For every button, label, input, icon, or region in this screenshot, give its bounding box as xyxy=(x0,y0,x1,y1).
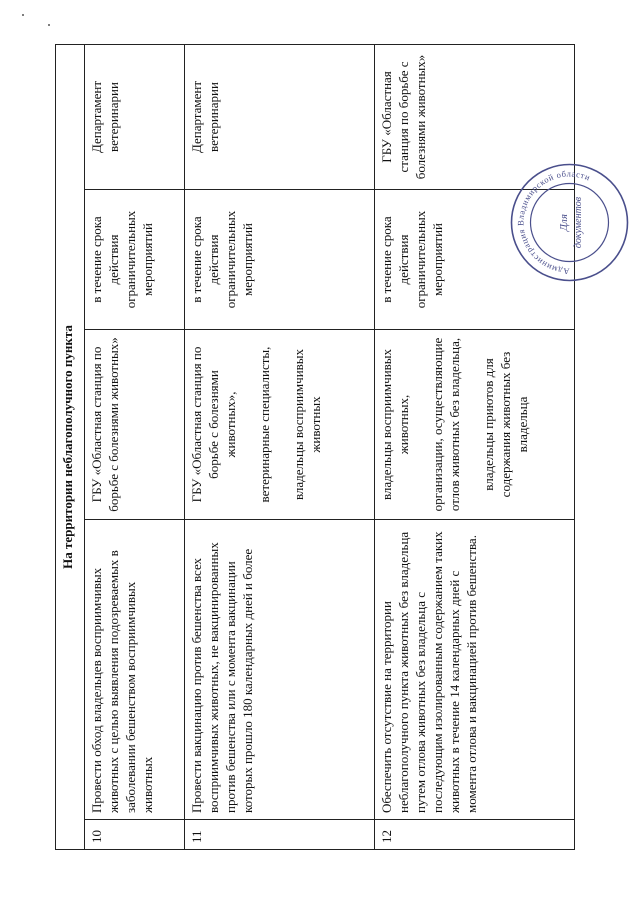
row-number: 11 xyxy=(185,820,375,850)
measures-table xyxy=(55,44,575,850)
row-term: в течение срока действия ограничительных мероприятий xyxy=(185,190,375,330)
executor: ветеринарные специалисты, xyxy=(257,346,272,503)
stamp-center-top: Для xyxy=(558,214,570,231)
stamp-center-bottom: документов xyxy=(573,196,584,249)
official-stamp xyxy=(507,160,632,285)
table-row xyxy=(185,44,375,849)
row-action: Провести обход владельцев восприимчивых животных с целью выявления подозреваемых в заболевании бешенством восприимчивых животных xyxy=(85,520,185,820)
executor: ГБУ «Областная станция по борьбе с болезнями животных» xyxy=(89,337,121,512)
executor: владельцы восприимчивых животных xyxy=(291,348,323,501)
section-header: На территории неблагополучного пункта xyxy=(56,44,85,849)
scan-speck xyxy=(48,24,50,26)
scan-speck xyxy=(22,14,24,16)
executor: владельцы восприимчивых животных, xyxy=(379,348,411,501)
executor: ГБУ «Областная станция по борьбе с болезнями животных», xyxy=(189,346,238,503)
row-term: в течение срока действия ограничительных мероприятий xyxy=(375,190,575,330)
row-executors xyxy=(375,330,575,520)
row-number: 10 xyxy=(85,820,185,850)
row-responsible: Департамент ветеринарии xyxy=(85,44,185,189)
stamp-ring-text: Администрация Владимирской области xyxy=(515,168,593,277)
table-row xyxy=(85,44,185,849)
executor: владельцы приютов для содержания животных без владельца xyxy=(481,351,530,498)
executor: организации, осуществляющие отлов животных без владельца, xyxy=(430,337,462,512)
row-action: Обеспечить отсутствие на территории неблагополучного пункта животных без владельца путем отлова животных без владельца с последующим изолированным содержанием таких животных в течение 14 календарных дней с момента отлова и вакцинацией против бешенства. xyxy=(375,520,575,820)
section-header-row xyxy=(56,44,85,849)
row-number: 12 xyxy=(375,820,575,850)
row-responsible: Департамент ветеринарии xyxy=(185,44,375,189)
rotated-table-container xyxy=(55,45,575,850)
row-term: в течение срока действия ограничительных мероприятий xyxy=(85,190,185,330)
row-executors xyxy=(185,330,375,520)
row-action: Провести вакцинацию против бешенства всех восприимчивых животных, не вакцинированных против бешенства или с момента вакцинации которых прошло 180 календарных дней и более xyxy=(185,520,375,820)
row-executors xyxy=(85,330,185,520)
row-responsible: ГБУ «Областная станция по борьбе с болезнями животных» xyxy=(375,44,575,189)
